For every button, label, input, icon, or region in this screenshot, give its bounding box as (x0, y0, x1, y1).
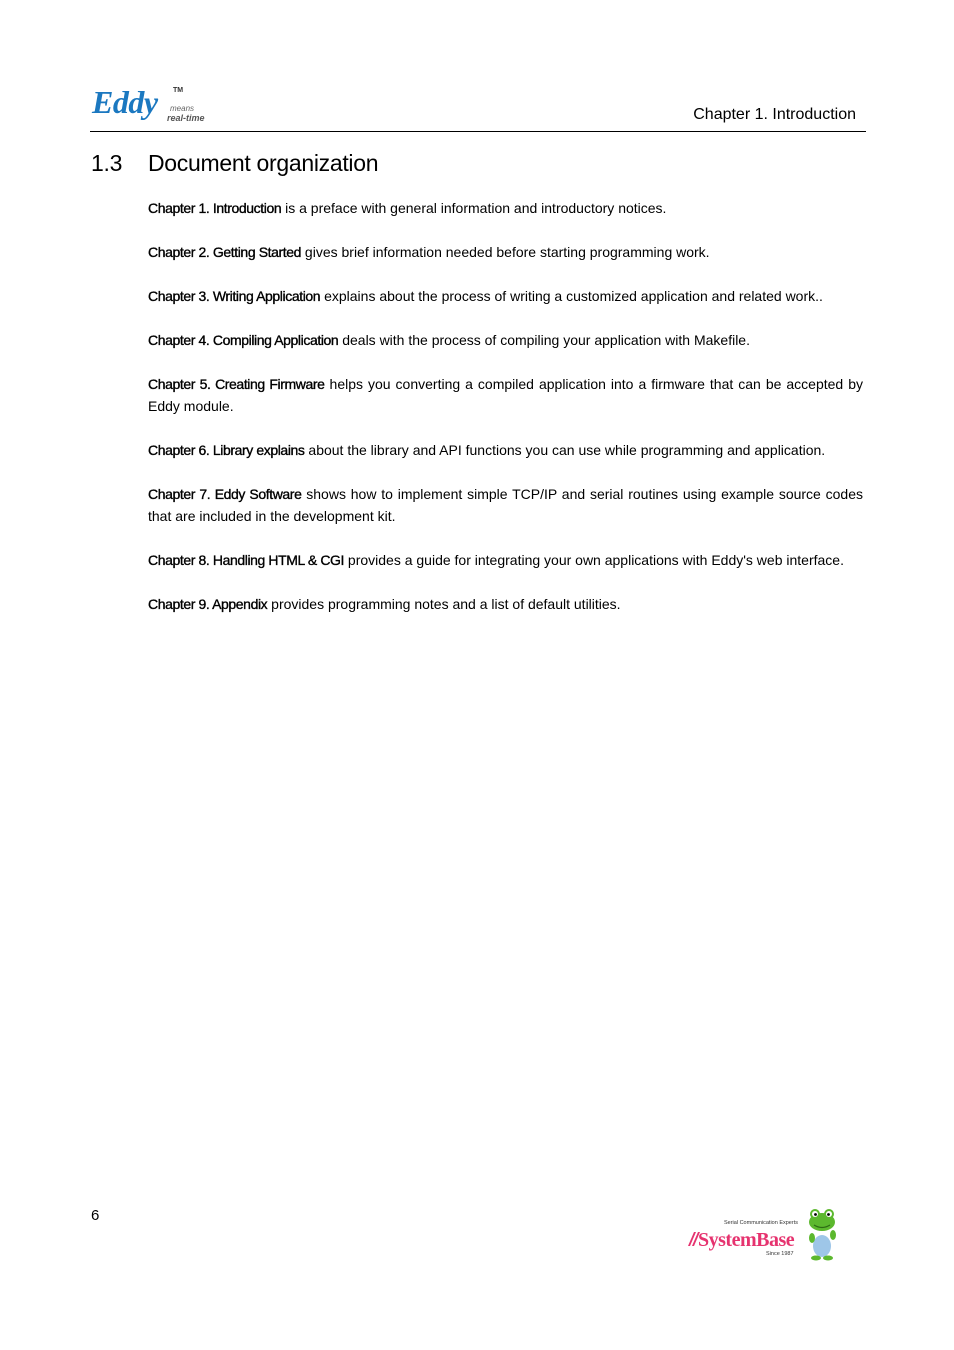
chapter-description (148, 439, 863, 461)
chapter-label: Chapter 9. Appendix (148, 596, 268, 612)
running-chapter-title: Chapter 1. Introduction (693, 106, 856, 123)
chapter-list (148, 197, 863, 637)
logo-trademark: TM (173, 87, 184, 94)
chapter-label: Chapter 2. Getting Started (148, 244, 302, 260)
chapter-description (148, 241, 863, 263)
chapter-description (148, 373, 863, 417)
chapter-text: gives brief information needed before starting programming work. (301, 244, 710, 260)
chapter-text: shows how to implement simple TCP/IP and serial routines using example source codes that are included in the development kit. (148, 486, 864, 524)
chapter-description (148, 483, 863, 527)
chapter-text: provides programming notes and a list of default utilities. (267, 596, 621, 612)
section-number: 1.3 (91, 150, 123, 176)
chapter-description (148, 197, 863, 219)
chapter-text: provides a guide for integrating your own applications with Eddy's web interface. (344, 552, 844, 568)
chapter-text: about the library and API functions you can use while programming and application. (304, 442, 826, 458)
eddy-logo (90, 84, 230, 128)
systembase-wordmark: SystemBase (698, 1229, 795, 1251)
chapter-description (148, 593, 863, 615)
chapter-label: Chapter 6. Library explains (148, 442, 305, 458)
section-title: Document organization (148, 150, 379, 176)
section-heading (91, 150, 378, 177)
chapter-label: Chapter 7. Eddy Software (148, 486, 302, 502)
chapter-description (148, 285, 863, 307)
systembase-tagline: Serial Communication Experts (724, 1220, 798, 1226)
chapter-description (148, 329, 863, 351)
chapter-text: explains about the process of writing a customized application and related work.. (320, 288, 823, 304)
chapter-description (148, 549, 863, 571)
chapter-text: deals with the process of compiling your application with Makefile. (338, 332, 750, 348)
systembase-since: Since 1987 (766, 1251, 794, 1257)
frog-mascot-icon (809, 1209, 836, 1261)
chapter-label: Chapter 5. Creating Firmware (148, 376, 325, 392)
chapter-label: Chapter 3. Writing Application (148, 288, 321, 304)
chapter-label: Chapter 8. Handling HTML & CGI (148, 552, 345, 568)
logo-tagline-means: means (170, 104, 195, 113)
logo-name: Eddy (92, 84, 158, 120)
logo-tagline-realtime: real-time (167, 113, 205, 123)
page-header (90, 84, 866, 132)
chapter-label: Chapter 1. Introduction (148, 200, 282, 216)
chapter-text: helps you converting a compiled application into a firmware that can be accepted by Eddy module. (148, 376, 863, 414)
chapter-text: is a preface with general information and introductory notices. (281, 200, 667, 216)
systembase-logo (682, 1202, 842, 1262)
chapter-label: Chapter 4. Compiling Application (148, 332, 339, 348)
page-number: 6 (91, 1207, 100, 1224)
